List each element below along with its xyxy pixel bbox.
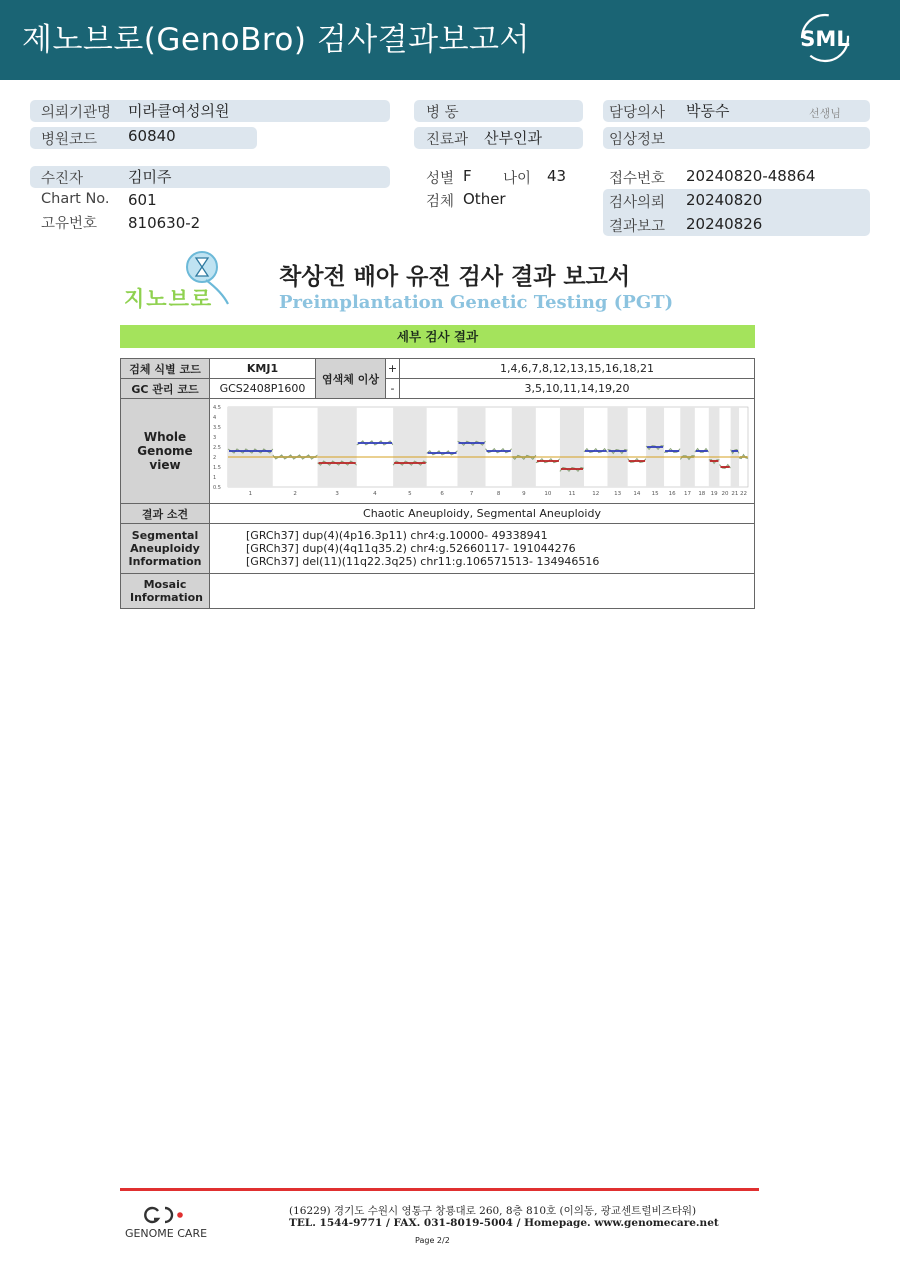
wgv-label (121, 399, 210, 504)
x-tick-label: 14 (633, 491, 641, 497)
y-tick-label: 3.5 (213, 425, 221, 431)
doctor-value: 박동수 (686, 102, 730, 120)
age-value: 43 (547, 167, 567, 185)
footer-divider (120, 1188, 759, 1191)
request-label: 검사의뢰 (609, 195, 666, 211)
sex-value: F (463, 167, 472, 185)
footer-address: (16229) 경기도 수원시 영통구 창룡대로 260, 8층 810호 (이의동, 광교센트럴비즈타워) (289, 1205, 697, 1217)
x-tick-label: 3 (335, 491, 339, 497)
doctor-label: 담당의사 (609, 105, 666, 121)
institution-value: 미라클여성의원 (128, 102, 230, 120)
x-tick-label: 5 (408, 491, 412, 497)
chromosome-band (228, 407, 273, 487)
institution-label: 의뢰기관명 (41, 105, 112, 121)
report-title: 착상전 배아 유전 검사 결과 보고서 (279, 264, 631, 290)
department-value: 산부인과 (484, 129, 542, 147)
x-tick-label: 16 (668, 491, 676, 497)
hospital-code-value: 60840 (128, 127, 176, 145)
department-label: 진료과 (426, 132, 469, 148)
y-tick-label: 1.5 (213, 465, 221, 471)
mosaic-label-text: Mosaic Information (130, 578, 203, 604)
whole-genome-chart (210, 399, 754, 500)
patient-name: 김미주 (128, 168, 172, 186)
chromosome-band (608, 407, 628, 487)
y-tick-label: 3 (213, 435, 217, 441)
report-header (0, 0, 900, 80)
y-tick-label: 2.5 (213, 445, 221, 451)
y-tick-label: 1 (213, 475, 217, 481)
segmental-line: [GRCh37] dup(4)(4p16.3p11) chr4:g.10000- 49338941 (246, 529, 548, 542)
x-tick-label: 17 (684, 491, 692, 497)
y-tick-label: 4.5 (213, 405, 221, 411)
y-tick-label: 4 (213, 415, 217, 421)
y-tick-label: 2 (213, 455, 217, 461)
segmental-line: [GRCh37] del(11)(11q22.3q25) chr11:g.106571513- 134946516 (246, 555, 600, 568)
genobro-logo (122, 250, 242, 312)
segmental-line: [GRCh37] dup(4)(4q11q35.2) chr4:g.52660117- 191044276 (246, 542, 576, 555)
x-tick-label: 7 (469, 491, 474, 497)
sample-code-value: KMJ1 (210, 359, 316, 379)
chromosome-band (680, 407, 695, 487)
wgv-label-text: Whole Genome view (137, 430, 193, 472)
chromosome-band (709, 407, 720, 487)
x-tick-label: 4 (373, 491, 377, 497)
header-title: 제노브로(GenoBro) 검사결과보고서 (22, 22, 530, 58)
x-tick-label: 2 (293, 491, 297, 497)
genome-care-logo (118, 1200, 218, 1242)
footer-contact: TEL. 1544-9771 / FAX. 031-8019-5004 / Homepage. www.genomecare.net (289, 1217, 719, 1229)
clinical-label: 임상정보 (609, 132, 666, 148)
chromosome-band (512, 407, 536, 487)
x-tick-label: 19 (710, 491, 718, 497)
chromosome-band (457, 407, 485, 487)
minus-list: 3,5,10,11,14,19,20 (400, 379, 755, 399)
patient-band (30, 166, 390, 188)
specimen-label: 검체 (426, 194, 455, 210)
chromosome-band (393, 407, 427, 487)
x-tick-label: 13 (614, 491, 622, 497)
x-tick-label: 9 (522, 491, 526, 497)
report-date-value: 20240826 (686, 215, 763, 233)
result-table (120, 358, 755, 609)
section-title: 세부 검사 결과 (120, 325, 755, 348)
report-date-label: 결과보고 (609, 219, 666, 235)
chromosome-band (318, 407, 357, 487)
plot-frame (228, 407, 748, 487)
receipt-value: 20240820-48864 (686, 167, 816, 185)
genome-care-logo-text: GENOME CARE (124, 1227, 208, 1240)
x-tick-label: 20 (721, 491, 729, 497)
patient-label: 수진자 (41, 171, 84, 187)
segmental-info (210, 524, 755, 574)
sample-code-label: 검체 식별 코드 (121, 359, 210, 379)
mosaic-value (210, 574, 755, 609)
x-tick-label: 22 (740, 491, 748, 497)
segmental-label (121, 524, 210, 574)
finding-value: Chaotic Aneuploidy, Segmental Aneuploidy (210, 504, 755, 524)
x-tick-label: 8 (496, 491, 501, 497)
id-value: 810630-2 (128, 214, 201, 232)
plus-sign: + (386, 359, 400, 379)
x-tick-label: 15 (651, 491, 659, 497)
x-tick-label: 1 (248, 491, 253, 497)
finding-label: 결과 소견 (121, 504, 210, 524)
specimen-value: Other (463, 190, 506, 208)
chart-no-value: 601 (128, 191, 157, 209)
x-tick-label: 21 (731, 491, 739, 497)
gc-code-value: GCS2408P1600 (210, 379, 316, 399)
doctor-suffix: 선생님 (809, 107, 841, 120)
sex-label: 성별 (426, 171, 455, 187)
chromosome-band (560, 407, 584, 487)
hospital-code-label: 병원코드 (41, 132, 98, 148)
x-tick-label: 12 (592, 491, 600, 497)
sml-logo (796, 12, 854, 64)
x-tick-label: 6 (440, 491, 444, 497)
ward-label: 병 동 (426, 105, 459, 121)
x-tick-label: 10 (544, 491, 552, 497)
segmental-label-text: Segmental Aneuploidy Information (128, 529, 202, 568)
page-number: Page 2/2 (415, 1236, 450, 1245)
chromosome-band (731, 407, 739, 487)
id-label: 고유번호 (41, 216, 98, 232)
gc-code-label: GC 관리 코드 (121, 379, 210, 399)
request-value: 20240820 (686, 191, 763, 209)
report-subtitle: Preimplantation Genetic Testing (PGT) (279, 292, 674, 313)
sml-logo-text: SML (800, 27, 850, 51)
y-tick-label: 0.5 (213, 485, 221, 491)
mosaic-label (121, 574, 210, 609)
abnormal-label: 염색체 이상 (316, 359, 386, 399)
genobro-logo-text: 지노브로 (124, 287, 214, 311)
x-tick-label: 11 (568, 491, 576, 497)
chart-no-label: Chart No. (41, 191, 110, 207)
plus-list: 1,4,6,7,8,12,13,15,16,18,21 (400, 359, 755, 379)
minus-sign: - (386, 379, 400, 399)
x-tick-label: 18 (698, 491, 706, 497)
age-label: 나이 (503, 171, 532, 187)
wgv-chart-cell (210, 399, 755, 504)
receipt-label: 접수번호 (609, 171, 666, 187)
